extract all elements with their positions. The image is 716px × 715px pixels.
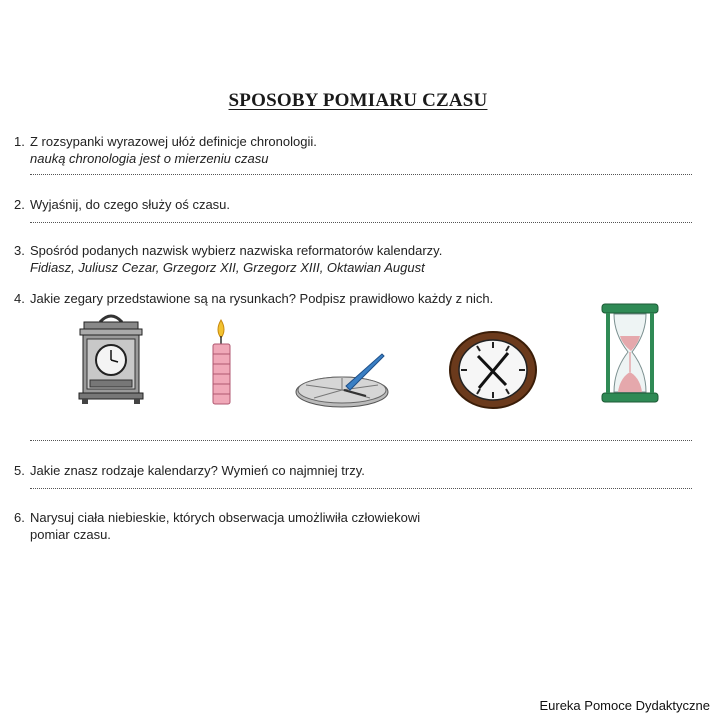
- answer-line[interactable]: [30, 222, 692, 223]
- publisher-watermark: Eureka Pomoce Dydaktyczne: [539, 698, 710, 713]
- worksheet-title: SPOSOBY POMIARU CZASU: [228, 90, 488, 111]
- answer-line[interactable]: [30, 488, 692, 489]
- question-number: 3.: [14, 243, 25, 258]
- question-6: [14, 509, 420, 543]
- answer-line[interactable]: [30, 440, 692, 441]
- question-1: [14, 133, 317, 167]
- question-number: 1.: [14, 134, 25, 149]
- question-text-continued: pomiar czasu.: [30, 527, 111, 542]
- question-number: 6.: [14, 510, 25, 525]
- wall-clock-icon: [448, 330, 538, 410]
- question-number: 2.: [14, 197, 25, 212]
- question-hint: nauką chronologia jest o mierzeniu czasu: [30, 151, 269, 166]
- question-text: Jakie zegary przedstawione są na rysunkach? Podpisz prawidłowo każdy z nich.: [30, 291, 494, 306]
- question-text: Spośród podanych nazwisk wybierz nazwiska reformatorów kalendarzy.: [30, 243, 443, 258]
- question-text: Wyjaśnij, do czego służy oś czasu.: [30, 197, 231, 212]
- question-hint: Fidiasz, Juliusz Cezar, Grzegorz XII, Grzegorz XIII, Oktawian August: [30, 260, 425, 275]
- candle-clock-icon: [205, 318, 239, 408]
- question-2: [14, 196, 230, 213]
- question-4: [14, 290, 493, 307]
- question-3: [14, 242, 442, 276]
- question-text: Z rozsypanki wyrazowej ułóż definicje chronologii.: [30, 134, 317, 149]
- question-text: Jakie znasz rodzaje kalendarzy? Wymień co najmniej trzy.: [30, 463, 365, 478]
- sundial-icon: [294, 350, 392, 410]
- question-number: 4.: [14, 291, 25, 306]
- answer-line[interactable]: [30, 174, 692, 175]
- question-5: [14, 462, 365, 479]
- question-text: Narysuj ciała niebieskie, których obserwacja umożliwiła człowiekowi: [30, 510, 421, 525]
- mechanical-clock-icon: [76, 312, 146, 406]
- question-number: 5.: [14, 463, 25, 478]
- hourglass-icon: [598, 302, 662, 406]
